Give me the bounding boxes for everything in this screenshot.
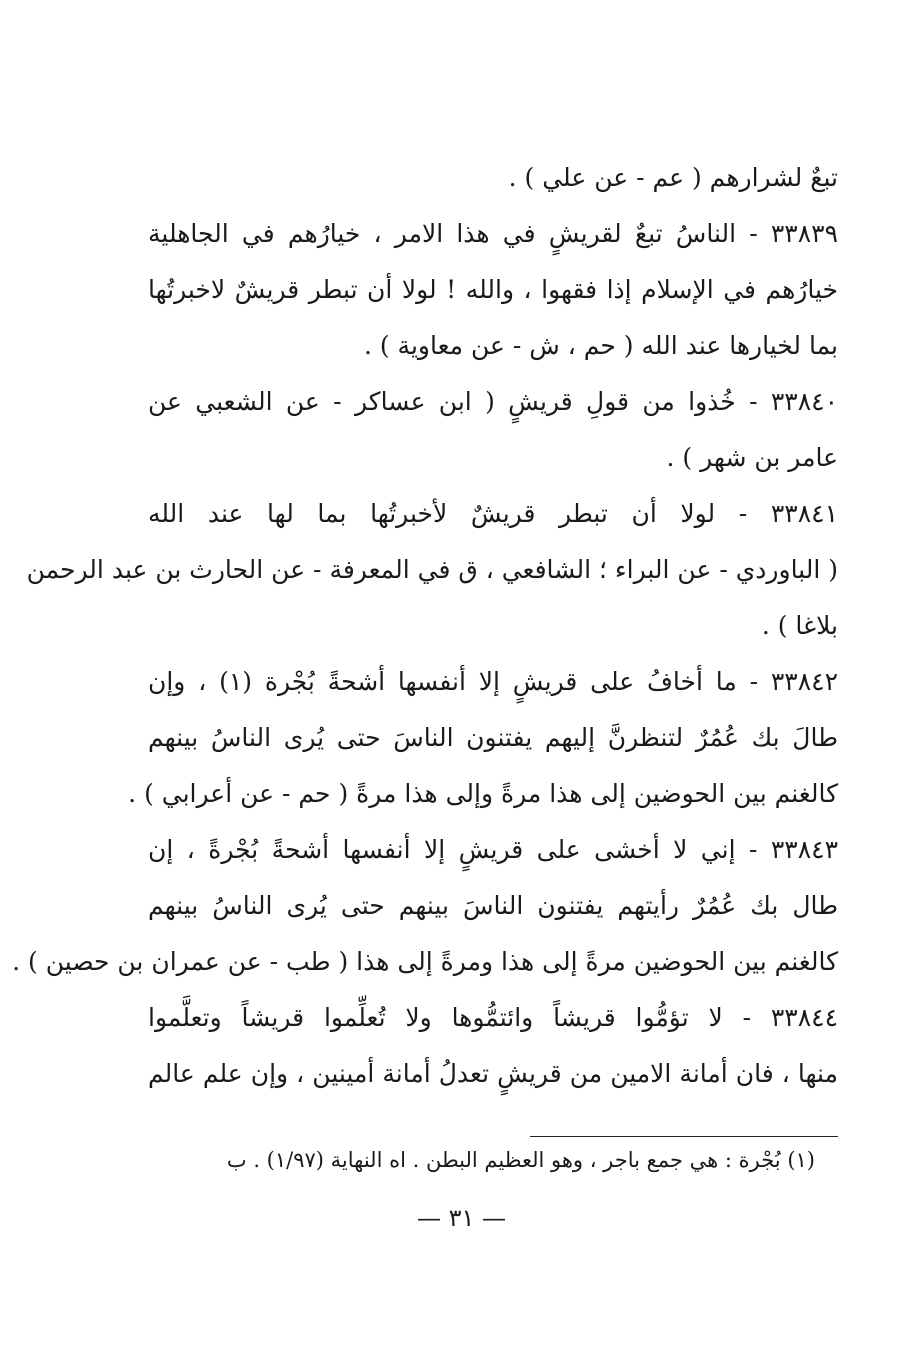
- footnote-divider: [530, 1136, 838, 1137]
- text-line: ٣٣٨٤٤ - لا تؤمُّوا قريشاً وائتمُّوها ولا تُعلِّموا قريشاً وتعلَّموا: [148, 1003, 838, 1032]
- text-line: بما لخيارها عند الله ( حم ، ش - عن معاوية ) .: [363, 331, 838, 360]
- text-line: طال بك عُمُرٌ رأيتهم يفتنون الناسَ بينهم حتى يُرى الناسُ بينهم: [148, 891, 838, 920]
- text-line: كالغنم بين الحوضين مرةً إلى هذا ومرةً إلى هذا ( طب - عن عمران بن حصين ) .: [12, 947, 838, 976]
- text-line: ٣٣٨٤٣ - إني لا أخشى على قريشٍ إلا أنفسها أشحةً بُجْرةً ، إن: [148, 835, 838, 864]
- main-text: [12, 150, 838, 1102]
- text-line: ٣٣٨٣٩ - الناسُ تبعٌ لقريشٍ في هذا الامر ، خيارُهم في الجاهلية: [148, 219, 838, 248]
- text-line: تبعٌ لشرارهم ( عم - عن علي ) .: [508, 163, 838, 192]
- text-line: خيارُهم في الإسلام إذا فقهوا ، والله ! لولا أن تبطر قريشٌ لاخبرتُها: [148, 275, 838, 304]
- text-line: منها ، فان أمانة الامين من قريشٍ تعدلُ أمانة أمينين ، وإن علم عالم: [148, 1059, 838, 1088]
- text-line: كالغنم بين الحوضين إلى هذا مرةً وإلى هذا مرةً ( حم - عن أعرابي ) .: [128, 779, 838, 808]
- text-line: طالَ بك عُمُرٌ لتنظرنَّ إليهم يفتنون الناسَ حتى يُرى الناسُ بينهم: [148, 723, 838, 752]
- text-line: ( الباوردي - عن البراء ؛ الشافعي ، ق في المعرفة - عن الحارث بن عبد الرحمن: [26, 555, 838, 584]
- footnote: (١) بُجْرة : هي جمع باجر ، وهو العظيم البطن . اه النهاية (١/٩٧) . ب: [226, 1148, 815, 1172]
- text-line: عامر بن شهر ) .: [666, 443, 838, 472]
- text-line: ٣٣٨٤٢ - ما أخافُ على قريشٍ إلا أنفسها أشحةً بُجْرة (١) ، وإن: [148, 667, 838, 696]
- text-line: ٣٣٨٤١ - لولا أن تبطر قريشٌ لأخبرتُها بما لها عند الله: [148, 499, 838, 528]
- text-line: بلاغا ) .: [761, 611, 838, 640]
- page-number: — ٣١ —: [416, 1204, 507, 1232]
- text-line: ٣٣٨٤٠ - خُذوا من قولِ قريشٍ ( ابن عساكر - عن الشعبي عن: [148, 387, 838, 416]
